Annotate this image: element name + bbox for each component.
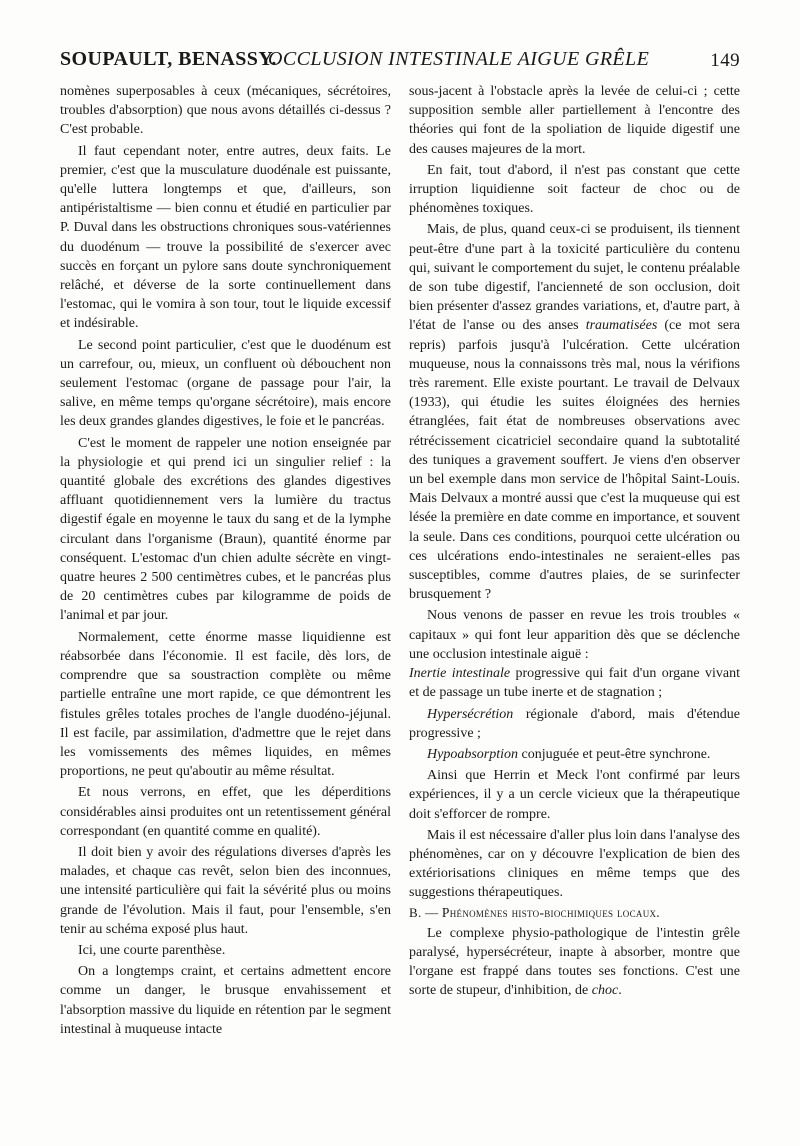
list-item	[409, 664, 740, 702]
text-run: Mais, de plus, quand ceux-ci se produisent, ils tiennent peut-être d'une part à la toxicité particulière du contenu qui, suivant le comportement du sujet, le contenu préalable de son tube digestif, l'ancienneté de son occlusion, doit bien présenter d'assez grandes variations, et, d'autre part, à l'état de l'anse ou des anses	[409, 222, 740, 334]
list-item	[409, 705, 740, 743]
header-title: OCCLUSION INTESTINALE AIGUE GRÊLE	[268, 48, 650, 70]
text-run: Le complexe physio-pathologique de l'intestin grêle paralysé, hypersécréteur, inapte à absorber, montre que l'organe est frappé dans toutes ses fonctions. C'est une sorte de stupeur, d'inhibition, de	[409, 925, 740, 999]
paragraph: nomènes superposables à ceux (mécaniques, sécrétoires, troubles d'absorption) que nous avons détaillés ci-dessus ? C'est probable.	[60, 84, 391, 138]
paragraph	[409, 924, 740, 1001]
section-heading	[409, 903, 740, 922]
emphasis: Hypersécrétion	[427, 706, 514, 722]
paragraph: Ici, une courte parenthèse.	[78, 942, 226, 958]
list-item	[409, 745, 740, 764]
emphasis: choc	[591, 983, 619, 999]
text-columns	[60, 82, 740, 1039]
paragraph: Nous venons de passer en revue les trois troubles « capitaux » qui font leur apparition dès que se déclenche une occlusion intestinale aiguë :	[409, 608, 740, 662]
emphasis: Inertie intestinale	[409, 666, 511, 682]
text-run: conjuguée et peut-être synchrone.	[518, 746, 711, 762]
page-number: 149	[710, 50, 740, 71]
section-title: Phénomènes histo-biochimiques locaux.	[441, 904, 660, 920]
paragraph: Il faut cependant noter, entre autres, deux faits. Le premier, c'est que la musculature duodénale est puissante, qu'elle luttera longtemps et que, d'ailleurs, son antipéristaltisme — bien connu et étudié en particulier par P. Duval dans les obstructions chroniques sous-vatériennes du duodénum — trouve la possibilité de s'exercer avec succès en forçant un pylore sans doute synchroniquement relâché, et déverse de la sorte continuellement dans l'estomac, qui le vomira à son tour, tout le liquide excessif et indésirable.	[60, 143, 391, 332]
text-run: .	[618, 983, 622, 999]
paragraph: Et nous verrons, en effet, que les déperditions considérables ainsi produites ont un retentissement général correspondant (en quantité comme en qualité).	[60, 785, 391, 839]
left-column	[60, 82, 391, 1039]
right-column	[409, 82, 740, 1039]
section-prefix: B. —	[409, 904, 442, 920]
paragraph: sous-jacent à l'obstacle après la levée de celui-ci ; cette supposition semble aller partiellement à l'encontre des théories qui font de la spoliation de liquide digestif une des causes majeures de la mort.	[409, 84, 740, 157]
paragraph: Ainsi que Herrin et Meck l'ont confirmé par leurs expériences, il y a un cercle vicieux que la thérapeutique doit s'efforcer de rompre.	[409, 768, 740, 822]
emphasis: Hypoabsorption	[427, 746, 518, 762]
running-header	[60, 48, 740, 80]
paragraph: Normalement, cette énorme masse liquidienne est réabsorbée dans l'économie. Il est facile, dès lors, de comprendre que sa soustraction complète ou même partielle entraîne une mort rapide, ce que démontrent les fistules grêles totales proches de l'angle duodéno-jéjunal. Il est facile, par assimilation, d'admettre que le rejet dans les vomissements des mêmes liquides, en mêmes proportions, ne peut qu'aboutir au même résultat.	[60, 629, 391, 780]
page	[60, 48, 740, 1039]
paragraph: En fait, tout d'abord, il n'est pas constant que cette irruption liquidienne soit facteur de choc ou de phénomènes toxiques.	[409, 162, 740, 217]
text-run: (ce mot sera repris) parfois jusqu'à l'ulcération. Cette ulcération muqueuse, nous la connaissons très mal, nous la vérifions très rarement. Elle existe pourtant. Le travail de Delvaux (1933), qui étudie les suites éloignées des hernies étranglées, fait état de nombreuses observations avec rétrécissement cicatriciel secondaire quand la subtotalité des tuniques a gravement souffert. Je viens d'en observer un bel exemple dans mon service de l'hôpital Saint-Louis. Mais Delvaux a montré aussi que c'est la muqueuse qui est lésée la première en date comme en importance, et souvent la seule. Dans ces conditions, pourquoi cette ulcération ou ces ulcérations endo-intestinales ne seraient-elles pas susceptibles, comme d'autres plaies, de se surinfecter brusquement ?	[409, 318, 740, 603]
paragraph: On a longtemps craint, et certains admettent encore comme un danger, le brusque envahissement et l'absorption massive du liquide en rétention par le segment intestinal à muqueuse intacte	[60, 964, 391, 1037]
paragraph: Mais il est nécessaire d'aller plus loin dans l'analyse des phénomènes, car on y découvre l'explication de bien des extériorisations cliniques en même temps que des suggestions thérapeutiques.	[409, 827, 740, 901]
header-authors: SOUPAULT, BENASSY.	[60, 48, 277, 70]
paragraph: Il doit bien y avoir des régulations diverses d'après les malades, et chaque cas revêt, selon bien des inconnues, une intensité particulière qui fait la sévérité plus ou moins grande de l'évolution. Mais il faut, pour l'ensemble, s'en tenir au schéma exposé plus haut.	[60, 844, 391, 937]
paragraph	[409, 220, 740, 604]
paragraph: C'est le moment de rappeler une notion enseignée par la physiologie et qui prend ici un singulier relief : la quantité globale des excrétions des glandes digestives affluant quotidiennement vers la lumière du tractus digestif égale en moyenne le taux du sang et de la lymphe circulant dans l'organisme (Braun), quantité énorme par conséquent. L'estomac d'un chien adulte sécrète en vingt-quatre heures 2 500 centimètres cubes, et le pancréas plus de 20 centimètres cubes par kilogramme de poids de l'animal et par jour.	[60, 435, 391, 624]
text-run: progressive qui fait d'un organe vivant et de passage un tube inerte et de stagnation ;	[409, 666, 740, 701]
text-run: régionale d'abord, mais d'étendue progressive ;	[409, 706, 740, 741]
emphasis: traumatisées	[585, 318, 658, 334]
paragraph: Le second point particulier, c'est que le duodénum est un carrefour, ou, mieux, un confluent où débouchent non seulement l'estomac (organe de passage pour l'air, la salive, en même temps qu'organe sécrétoire), mais encore les deux grandes glandes digestives, le foie et le pancréas.	[60, 337, 391, 430]
